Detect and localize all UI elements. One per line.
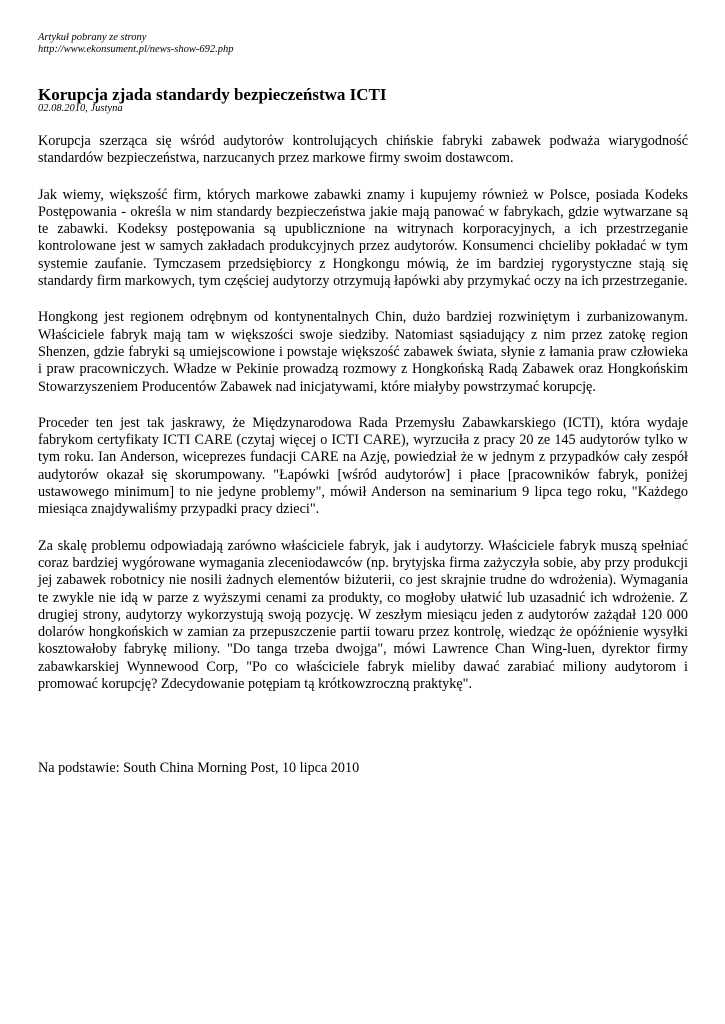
article-paragraph-1: Korupcja szerząca się wśród audytorów kontrolujących chińskie fabryki zabawek podważa wiarygodność standardów bezpieczeństwa, narzucanych przez markowe firmy swoim dostawcom. [38, 133, 688, 167]
article-paragraph-5: Za skalę problemu odpowiadają zarówno właściciele fabryk, jak i audytorzy. Właściciele fabryk muszą spełniać coraz bardziej wygórowane wymagania zleceniodawców (np. brytyjska firma zażyczyła sobie, aby przy produkcji jej zabawek robotnicy nie nosili żadnych elementów biżuterii, co jest skrajnie trudne do wdrożenia). Wymagania te zwykle nie idą w parze z wyższymi cenami za produkty, co mogłoby ułatwić lub uzasadnić ich wdrożenie. Z drugiej strony, audytorzy wykorzystują swoją pozycję. W zeszłym miesiącu jeden z audytorów zażądał 120 000 dolarów hongkońskich w zamian za przepuszczenie partii towaru przez kontrolę, wiedząc że opóźnienie wysyłki kosztowałoby fabrykę miliony. "Do tanga trzeba dwojga", mówi Lawrence Chan Wing-luen, dyrektor firmy zabawkarskiej Wynnewood Corp, "Po co właściciele fabryk mieliby dawać zarabiać miliony audytorom i promować korupcję? Zdecydowanie potępiam tą krótkowzroczną praktykę". [38, 537, 688, 693]
article-paragraph-3: Hongkong jest regionem odrębnym od kontynentalnych Chin, dużo bardziej rozwiniętym i zurbanizowanym. Właściciele fabryk mają tam w większości swoje siedziby. Natomiast sąsiadujący z nim przez zatokę region Shenzen, gdzie fabryki są umiejscowione i powstaje większość zabawek świata, słynie z łamania praw człowieka i praw pracowniczych. Władze w Pekinie prowadzą rozmowy z Hongkońską Radą Zabawek oraz Hongkońskim Stowarzyszeniem Producentów Zabawek nad inicjatywami, które miałyby powstrzymać korupcję. [38, 309, 688, 395]
source-info [38, 32, 688, 56]
article-body [38, 133, 688, 693]
article-paragraph-2: Jak wiemy, większość firm, których markowe zabawki znamy i kupujemy również w Polsce, posiada Kodeks Postępowania - określa w nim standardy bezpieczeństwa jakie mają panować w fabrykach, gdzie wytwarzane są te zabawki. Kodeksy postępowania są upublicznione na witrynach korporacyjnych, a ich przestrzeganie kontrolowane jest w samych zakładach produkcyjnych przez audytorów. Konsumenci chcieliby pokładać w tym systemie zaufanie. Tymczasem przedsiębiorcy z Hongkongu mówią, że im bardziej rygorystyczne stają się standardy firm markowych, tym częściej audytorzy otrzymują łapówki aby przymykać oczy na ich przestrzeganie. [38, 186, 688, 290]
article-title: Korupcja zjada standardy bezpieczeństwa ICTI [38, 85, 387, 104]
article-meta: 02.08.2010, Justyna [38, 103, 123, 114]
source-url: http://www.ekonsument.pl/news-show-692.php [38, 44, 234, 55]
article-paragraph-4: Proceder ten jest tak jaskrawy, że Międzynarodowa Rada Przemysłu Zabawkarskiego (ICTI), która wydaje fabrykom certyfikaty ICTI CARE (czytaj więcej o ICTI CARE), wyrzuciła z pracy 20 ze 145 audytorów tylko w tym roku. Ian Anderson, wiceprezes fundacji CARE na Azję, powiedział że w jednym z przypadków cały zespół audytorów okazał się skorumpowany. "Łapówki [wśród audytorów] i płace [pracowników fabryk, poniżej ustawowego minimum] to nie jedyne problemy", mówił Anderson na seminarium 9 lipca tego roku, "Każdego miesiąca znajdywaliśmy przypadki pracy dzieci". [38, 414, 688, 518]
document-page [38, 32, 688, 777]
source-label: Artykuł pobrany ze strony [38, 32, 147, 43]
source-note: Na podstawie: South China Morning Post, 10 lipca 2010 [38, 760, 360, 777]
